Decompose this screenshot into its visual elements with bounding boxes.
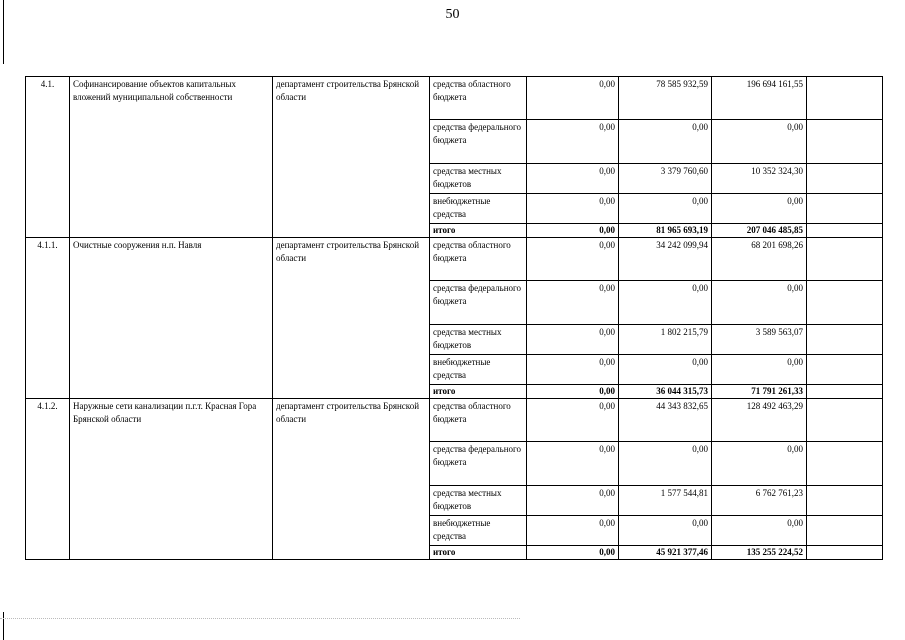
value-col-1: 0,00 bbox=[527, 238, 619, 281]
value-col-2: 3 379 760,60 bbox=[619, 164, 712, 194]
value-col-3: 0,00 bbox=[712, 120, 807, 164]
value-col-4 bbox=[807, 486, 883, 516]
value-col-4 bbox=[807, 120, 883, 164]
value-col-1: 0,00 bbox=[527, 385, 619, 399]
budget-table bbox=[25, 76, 883, 560]
item-number: 4.1.1. bbox=[26, 238, 70, 399]
responsible-department: департамент строительства Брянской области bbox=[273, 77, 430, 238]
value-col-1: 0,00 bbox=[527, 355, 619, 385]
funding-source: внебюджетные средства bbox=[430, 516, 527, 546]
funding-source: средства областного бюджета bbox=[430, 238, 527, 281]
item-number: 4.1.2. bbox=[26, 399, 70, 560]
value-col-3: 196 694 161,55 bbox=[712, 77, 807, 120]
value-col-2: 78 585 932,59 bbox=[619, 77, 712, 120]
value-col-1: 0,00 bbox=[527, 224, 619, 238]
value-col-4 bbox=[807, 238, 883, 281]
value-col-1: 0,00 bbox=[527, 164, 619, 194]
value-col-4 bbox=[807, 164, 883, 194]
value-col-4 bbox=[807, 224, 883, 238]
item-name: Софинансирование объектов капитальных вложений муниципальной собственности bbox=[70, 77, 273, 238]
value-col-2: 0,00 bbox=[619, 120, 712, 164]
funding-source: средства областного бюджета bbox=[430, 399, 527, 442]
value-col-4 bbox=[807, 385, 883, 399]
value-col-1: 0,00 bbox=[527, 486, 619, 516]
scan-margin-line bbox=[3, 612, 4, 640]
value-col-3: 0,00 bbox=[712, 355, 807, 385]
value-col-3: 135 255 224,52 bbox=[712, 546, 807, 560]
funding-source: средства федерального бюджета bbox=[430, 120, 527, 164]
value-col-4 bbox=[807, 516, 883, 546]
value-col-3: 0,00 bbox=[712, 516, 807, 546]
value-col-1: 0,00 bbox=[527, 399, 619, 442]
value-col-2: 34 242 099,94 bbox=[619, 238, 712, 281]
item-name: Очистные сооружения н.п. Навля bbox=[70, 238, 273, 399]
value-col-2: 81 965 693,19 bbox=[619, 224, 712, 238]
value-col-2: 44 343 832,65 bbox=[619, 399, 712, 442]
table-row bbox=[26, 399, 883, 442]
table-row bbox=[26, 77, 883, 120]
value-col-4 bbox=[807, 546, 883, 560]
value-col-4 bbox=[807, 194, 883, 224]
page-number: 50 bbox=[445, 7, 460, 22]
funding-source: итого bbox=[430, 385, 527, 399]
value-col-2: 0,00 bbox=[619, 281, 712, 325]
funding-source: внебюджетные средства bbox=[430, 355, 527, 385]
scan-margin-line bbox=[3, 0, 4, 64]
funding-source: средства федерального бюджета bbox=[430, 442, 527, 486]
value-col-1: 0,00 bbox=[527, 77, 619, 120]
value-col-3: 0,00 bbox=[712, 442, 807, 486]
value-col-2: 45 921 377,46 bbox=[619, 546, 712, 560]
value-col-1: 0,00 bbox=[527, 194, 619, 224]
funding-source: итого bbox=[430, 224, 527, 238]
value-col-3: 68 201 698,26 bbox=[712, 238, 807, 281]
value-col-4 bbox=[807, 442, 883, 486]
scan-artifact bbox=[0, 618, 520, 620]
item-number: 4.1. bbox=[26, 77, 70, 238]
value-col-2: 36 044 315,73 bbox=[619, 385, 712, 399]
funding-source: средства областного бюджета bbox=[430, 77, 527, 120]
value-col-3: 6 762 761,23 bbox=[712, 486, 807, 516]
value-col-2: 0,00 bbox=[619, 194, 712, 224]
funding-source: средства федерального бюджета bbox=[430, 281, 527, 325]
responsible-department: департамент строительства Брянской области bbox=[273, 238, 430, 399]
value-col-1: 0,00 bbox=[527, 546, 619, 560]
responsible-department: департамент строительства Брянской области bbox=[273, 399, 430, 560]
value-col-1: 0,00 bbox=[527, 120, 619, 164]
value-col-3: 0,00 bbox=[712, 194, 807, 224]
value-col-1: 0,00 bbox=[527, 325, 619, 355]
value-col-4 bbox=[807, 77, 883, 120]
funding-source: внебюджетные средства bbox=[430, 194, 527, 224]
value-col-4 bbox=[807, 325, 883, 355]
value-col-2: 0,00 bbox=[619, 355, 712, 385]
funding-source: средства местных бюджетов bbox=[430, 325, 527, 355]
value-col-2: 1 802 215,79 bbox=[619, 325, 712, 355]
value-col-2: 1 577 544,81 bbox=[619, 486, 712, 516]
item-name: Наружные сети канализации п.г.т. Красная Гора Брянской области bbox=[70, 399, 273, 560]
value-col-4 bbox=[807, 281, 883, 325]
value-col-3: 207 046 485,85 bbox=[712, 224, 807, 238]
funding-source: итого bbox=[430, 546, 527, 560]
value-col-3: 0,00 bbox=[712, 281, 807, 325]
value-col-4 bbox=[807, 355, 883, 385]
value-col-2: 0,00 bbox=[619, 516, 712, 546]
value-col-3: 10 352 324,30 bbox=[712, 164, 807, 194]
funding-source: средства местных бюджетов bbox=[430, 164, 527, 194]
table-row bbox=[26, 238, 883, 281]
value-col-3: 71 791 261,33 bbox=[712, 385, 807, 399]
value-col-2: 0,00 bbox=[619, 442, 712, 486]
value-col-3: 128 492 463,29 bbox=[712, 399, 807, 442]
value-col-1: 0,00 bbox=[527, 442, 619, 486]
value-col-1: 0,00 bbox=[527, 281, 619, 325]
value-col-3: 3 589 563,07 bbox=[712, 325, 807, 355]
funding-source: средства местных бюджетов bbox=[430, 486, 527, 516]
value-col-4 bbox=[807, 399, 883, 442]
value-col-1: 0,00 bbox=[527, 516, 619, 546]
